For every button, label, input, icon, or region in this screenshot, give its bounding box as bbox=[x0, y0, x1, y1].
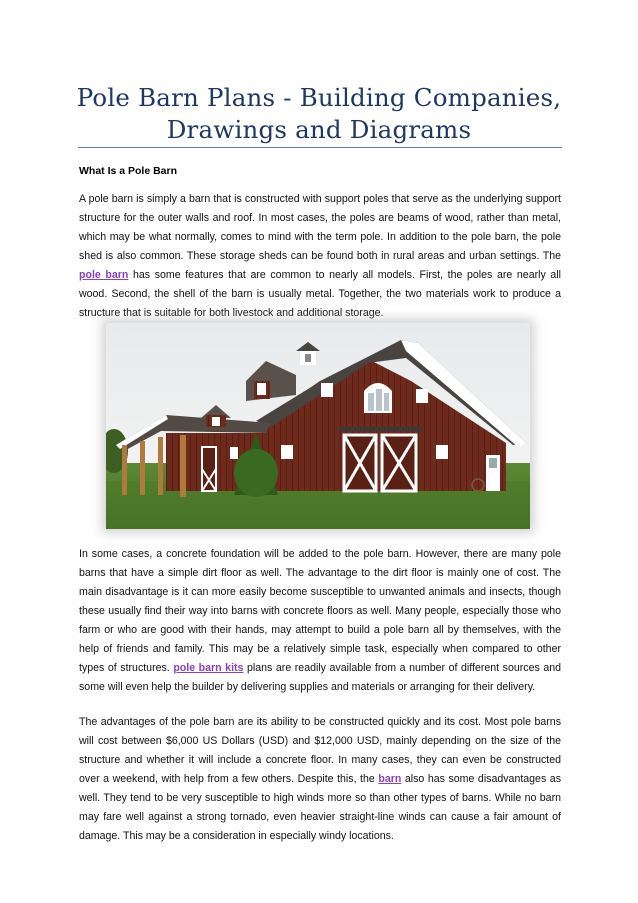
barn-photo bbox=[106, 323, 530, 529]
paragraph-3 bbox=[79, 713, 561, 846]
paragraph-text: plans are readily available from a number of different sources and some will even help the builder by delivering supplies and materials or arranging for their delivery. bbox=[79, 662, 562, 693]
paragraph-text: also has some disadvantages as well. They tend to be very susceptible to high winds more so than other types of barns. While no barn may fare well against a strong tornado, even heavier straight-line winds can cause a fair amount of damage. This may be a consideration in especially windy locations. bbox=[79, 773, 561, 842]
paragraph-text: The advantages of the pole barn are its ability to be constructed quickly and its cost. Most pole barns will cost between $6,000 US Dollars (USD) and $12,000 USD, mainly depending on the size of the structure and whether it will include a concrete floor. In many cases, they can even be constructed over a weekend, with help from a few others. Despite this, the bbox=[79, 716, 561, 785]
title-line-1: Pole Barn Plans - Building Companies, bbox=[76, 83, 562, 112]
pole-barn-kits-link[interactable]: pole barn kits bbox=[173, 662, 244, 674]
barn-link[interactable]: barn bbox=[378, 773, 402, 785]
barn-illustration bbox=[106, 323, 530, 529]
page-title bbox=[40, 82, 598, 146]
section-heading: What Is a Pole Barn bbox=[79, 165, 178, 177]
paragraph-text: A pole barn is simply a barn that is constructed with support poles that serve as the underlying support structure for the outer walls and roof. In most cases, the poles are beams of wood, rather than metal, which may be what normally, comes to mind with the term pole. In addition to the pole barn, the pole shed is also common. These storage sheds can be found both in rural areas and urban settings. The bbox=[79, 193, 561, 262]
paragraph-text: In some cases, a concrete foundation will be added to the pole barn. However, there are many pole barns that have a simple dirt floor as well. The advantage to the dirt floor is mainly one of cost. The main disadvantage is it can more easily become susceptible to unwanted animals and insects, though these usually find their way into barns with concrete floors as well. Many people, especially those who farm or who are good with their hands, may attempt to build a pole barn all by themselves, with the help of friends and family. This may be a relatively simple task, especially when compared to other types of structures. bbox=[79, 548, 561, 674]
paragraph-2 bbox=[79, 545, 561, 697]
paragraph-1 bbox=[79, 190, 561, 323]
pole-barn-link[interactable]: pole barn bbox=[79, 269, 129, 281]
paragraph-text: has some features that are common to nearly all models. First, the poles are nearly all wood. Second, the shell of the barn is usually metal. Together, the two materials work to produce a structure that is suitable for both livestock and additional storage. bbox=[79, 269, 561, 319]
title-line-2: Drawings and Diagrams bbox=[166, 115, 472, 144]
title-underline bbox=[78, 147, 562, 148]
